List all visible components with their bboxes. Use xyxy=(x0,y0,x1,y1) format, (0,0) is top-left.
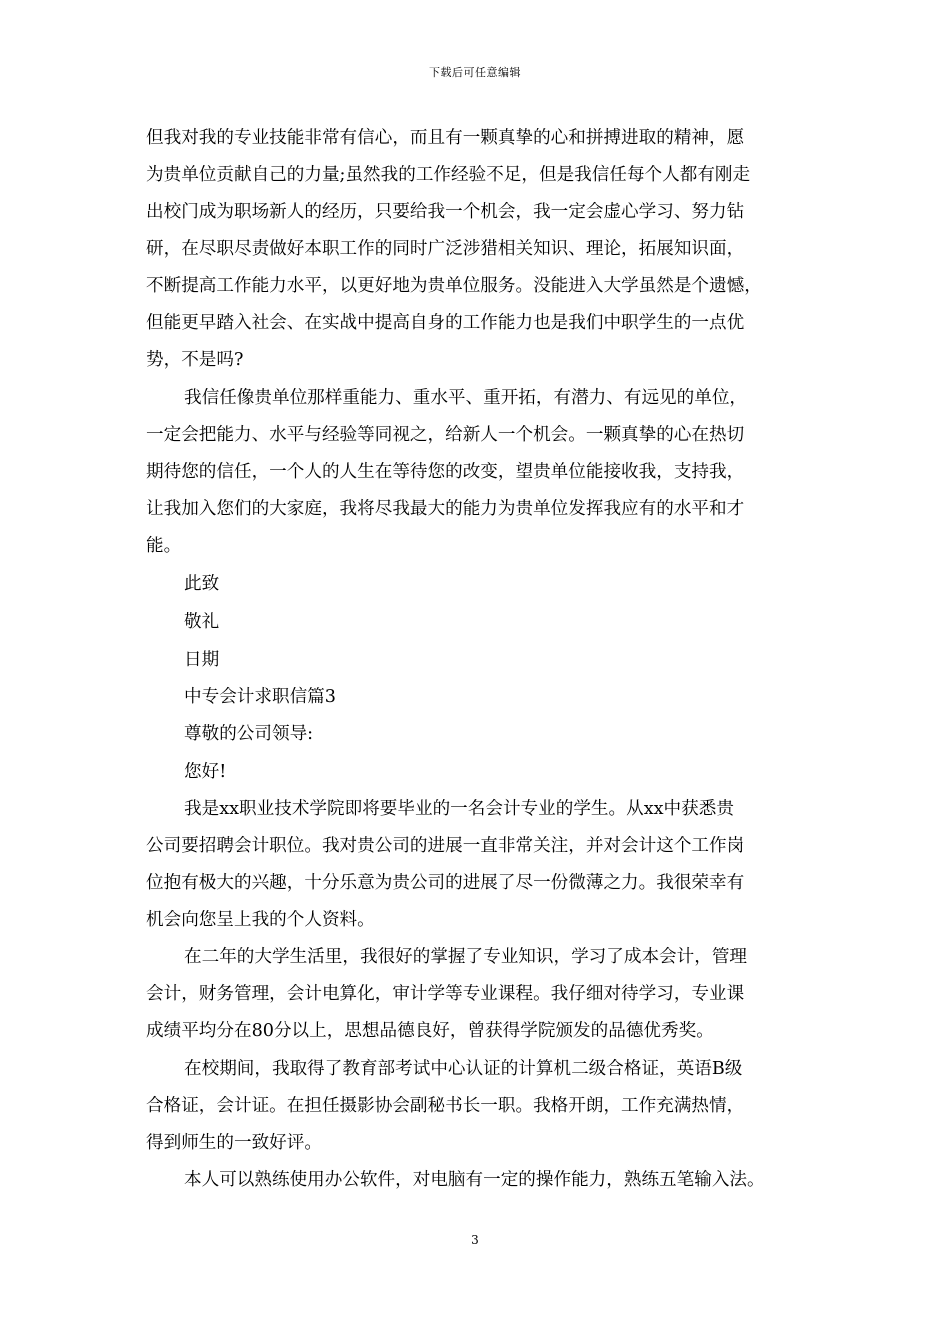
text-line: 本人可以熟练使用办公软件，对电脑有一定的操作能力，熟练五笔输入法。 xyxy=(184,1170,765,1190)
text-line: 一定会把能力、水平与经验等同视之，给新人一个机会。一颗真挚的心在热切 xyxy=(146,425,745,445)
text-line: 但我对我的专业技能非常有信心，而且有一颗真挚的心和拼搏进取的精神，愿 xyxy=(146,128,745,148)
text-line: 但能更早踏入社会、在实战中提高自身的工作能力也是我们中职学生的一点优 xyxy=(146,313,745,333)
text-line: 机会向您呈上我的个人资料。 xyxy=(146,910,375,930)
text-line: 为贵单位贡献自己的力量;虽然我的工作经验不足，但是我信任每个人都有刚走 xyxy=(146,165,751,185)
text-line: 不断提高工作能力水平，以更好地为贵单位服务。没能进入大学虽然是个遗憾， xyxy=(146,276,762,296)
closing-line: 敬礼 xyxy=(184,612,220,632)
text-line: 得到师生的一致好评。 xyxy=(146,1133,322,1153)
text-line: 能。 xyxy=(146,536,182,556)
text-line: 势，不是吗? xyxy=(146,350,244,370)
text-line: 会计，财务管理，会计电算化，审计学等专业课程。我仔细对待学习，专业课 xyxy=(146,984,745,1004)
text-line: 成绩平均分在80分以上，思想品德良好，曾获得学院颁发的品德优秀奖。 xyxy=(146,1021,714,1041)
text-line: 出校门成为职场新人的经历，只要给我一个机会，我一定会虚心学习、努力钻 xyxy=(146,202,745,222)
page-header: 下载后可任意编辑 xyxy=(429,66,521,79)
section-title: 中专会计求职信篇3 xyxy=(184,687,336,707)
page-number: 3 xyxy=(471,1233,479,1247)
text-line: 期待您的信任，一个人的人生在等待您的改变，望贵单位能接收我，支持我， xyxy=(146,462,745,482)
text-line: 位抱有极大的兴趣，十分乐意为贵公司的进展了尽一份微薄之力。我很荣幸有 xyxy=(146,873,745,893)
text-line: 公司要招聘会计职位。我对贵公司的进展一直非常关注，并对会计这个工作岗 xyxy=(146,836,745,856)
text-line: 研，在尽职尽责做好本职工作的同时广泛涉猎相关知识、理论，拓展知识面， xyxy=(146,239,745,259)
closing-line: 此致 xyxy=(184,574,220,594)
salutation-line: 尊敬的公司领导: xyxy=(184,724,314,744)
date-line: 日期 xyxy=(184,650,220,670)
text-line: 让我加入您们的大家庭，我将尽我最大的能力为贵单位发挥我应有的水平和才 xyxy=(146,499,745,519)
greeting-line: 您好! xyxy=(184,762,227,782)
text-line: 我信任像贵单位那样重能力、重水平、重开拓，有潜力、有远见的单位， xyxy=(184,388,748,408)
text-line: 在校期间，我取得了教育部考试中心认证的计算机二级合格证，英语B级 xyxy=(184,1059,743,1079)
text-line: 合格证，会计证。在担任摄影协会副秘书长一职。我格开朗，工作充满热情， xyxy=(146,1096,745,1116)
text-line: 在二年的大学生活里，我很好的掌握了专业知识，学习了成本会计，管理 xyxy=(184,947,748,967)
text-line: 我是xx职业技术学院即将要毕业的一名会计专业的学生。从xx中获悉贵 xyxy=(184,799,734,819)
